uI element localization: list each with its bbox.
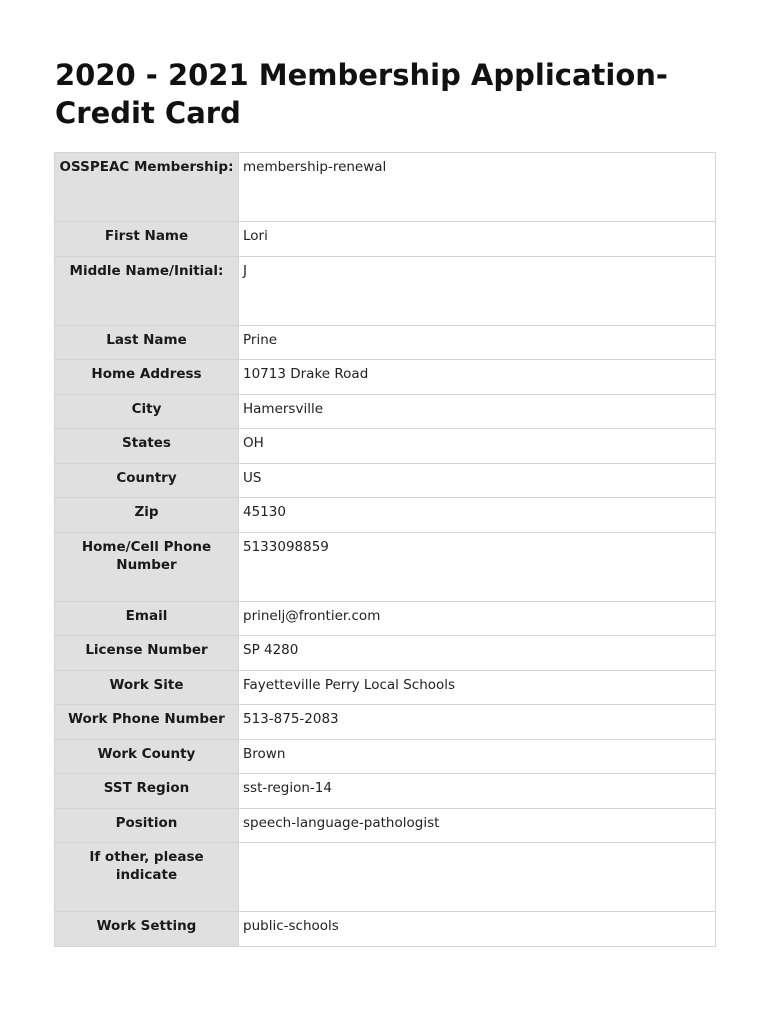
field-label: Home Address [55,360,239,395]
field-value [239,843,716,912]
table-row [55,153,716,222]
field-value: OH [239,429,716,464]
field-label: States [55,429,239,464]
table-row [55,394,716,429]
field-label: Zip [55,498,239,533]
field-label: Work Site [55,670,239,705]
field-label: OSSPEAC Membership: [55,153,239,222]
field-value: Prine [239,325,716,360]
field-value: 513-875-2083 [239,705,716,740]
table-row [55,532,716,601]
table-row [55,774,716,809]
table-row [55,601,716,636]
field-value: prinelj@frontier.com [239,601,716,636]
table-row [55,429,716,464]
field-value: speech-language-pathologist [239,808,716,843]
field-value: J [239,256,716,325]
field-label: Country [55,463,239,498]
field-label: License Number [55,636,239,671]
table-row [55,843,716,912]
field-value: Brown [239,739,716,774]
field-value: SP 4280 [239,636,716,671]
table-row [55,256,716,325]
field-value: Lori [239,222,716,257]
field-label: City [55,394,239,429]
table-row [55,808,716,843]
table-row [55,739,716,774]
table-row [55,498,716,533]
field-label: Email [55,601,239,636]
field-value: membership-renewal [239,153,716,222]
field-value: 45130 [239,498,716,533]
page-title: 2020 - 2021 Membership Application- Credit Card [55,58,668,130]
field-value: US [239,463,716,498]
table-row [55,463,716,498]
field-label: Work County [55,739,239,774]
field-label: Last Name [55,325,239,360]
field-value: 5133098859 [239,532,716,601]
field-label: Position [55,808,239,843]
field-label: Work Setting [55,912,239,947]
field-value: sst-region-14 [239,774,716,809]
field-label: Home/Cell Phone Number [55,532,239,601]
table-row [55,360,716,395]
field-value: 10713 Drake Road [239,360,716,395]
field-value: public-schools [239,912,716,947]
field-label: First Name [55,222,239,257]
field-label: If other, please indicate [55,843,239,912]
table-row [55,912,716,947]
field-label: SST Region [55,774,239,809]
field-value: Fayetteville Perry Local Schools [239,670,716,705]
table-row [55,325,716,360]
table-row [55,222,716,257]
field-label: Work Phone Number [55,705,239,740]
field-value: Hamersville [239,394,716,429]
application-table [54,152,716,947]
table-row [55,705,716,740]
table-row [55,636,716,671]
field-label: Middle Name/Initial: [55,256,239,325]
table-row [55,670,716,705]
